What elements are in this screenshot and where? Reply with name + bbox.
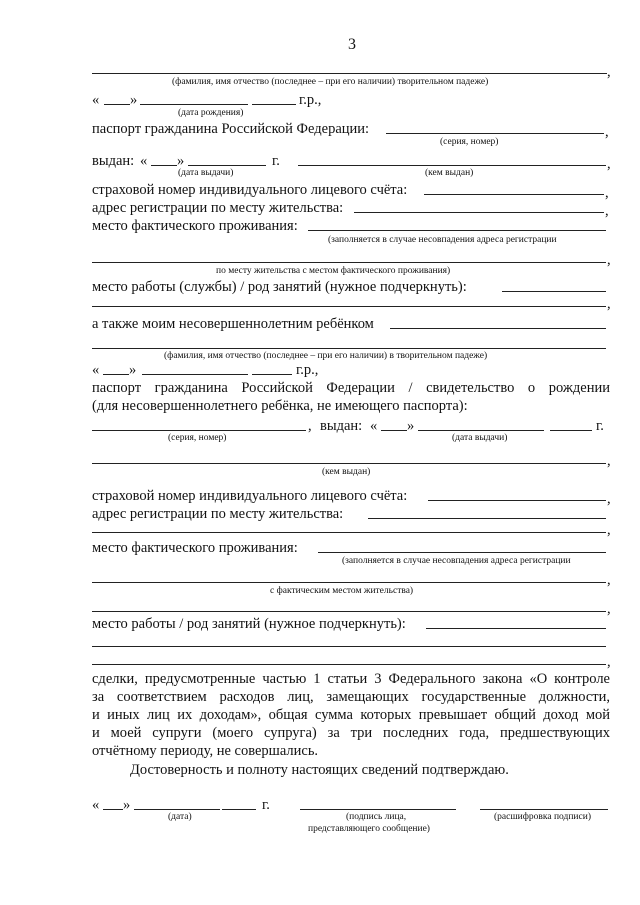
child-actual-line-3[interactable]	[92, 611, 606, 612]
work-line[interactable]	[502, 291, 606, 292]
child-birth-year-line[interactable]	[252, 374, 292, 375]
child-work-line[interactable]	[426, 628, 606, 629]
child-work-line-2[interactable]	[92, 646, 606, 647]
child-actual-hint-2: с фактическим местом жительства)	[270, 586, 414, 596]
fio-hint: (фамилия, имя отчество (последнее – при его наличии) творительном падеже)	[172, 77, 489, 87]
issued-label: выдан:	[92, 153, 135, 169]
birth-quote-open: «	[92, 92, 100, 108]
child-reg-line-2[interactable]	[92, 532, 606, 533]
birth-month-line[interactable]	[140, 104, 248, 105]
issued-by-hint: (кем выдан)	[425, 168, 474, 178]
child-passport-line1: паспорт гражданина Российской Федерации / свидетельство о рождении	[92, 380, 610, 396]
snils-line[interactable]	[424, 194, 604, 195]
child-actual-label: место фактического проживания:	[92, 540, 298, 556]
passport-label: паспорт гражданина Российской Федерации:	[92, 121, 370, 137]
sign-hint-1: (подпись лица,	[346, 812, 407, 822]
child-series-line[interactable]	[92, 430, 306, 431]
child-line[interactable]	[390, 328, 606, 329]
closing-line-5: отчётному периоду, не совершались.	[92, 743, 319, 759]
child-reg-label: адрес регистрации по месту жительства:	[92, 506, 344, 522]
actual-line[interactable]	[308, 230, 606, 231]
closing-line-3: и иных лиц их доходам», общая сумма которых превышает общий доход мой	[92, 707, 610, 723]
work-line-2[interactable]	[92, 306, 606, 307]
birth-quote-close: »	[130, 92, 138, 108]
sign-day-line[interactable]	[103, 809, 123, 810]
birth-hint: (дата рождения)	[178, 108, 244, 118]
closing-line-4: и моей супруги (моего супруга) за три последних года, предшествующих	[92, 725, 610, 741]
sign-hint-2: представляющего сообщение)	[308, 824, 430, 834]
child-label: а также моим несовершеннолетним ребёнком	[92, 316, 374, 332]
child-actual-hint-1: (заполняется в случае несовпадения адреса регистрации	[342, 556, 571, 566]
signature-line[interactable]	[300, 809, 456, 810]
page-number: 3	[348, 36, 356, 53]
birth-year-line[interactable]	[252, 104, 296, 105]
child-fio-line[interactable]	[92, 348, 606, 349]
confirm-text: Достоверность и полноту настоящих сведений подтверждаю.	[130, 762, 509, 778]
issue-day-line[interactable]	[151, 165, 177, 166]
child-issue-day-line[interactable]	[381, 430, 407, 431]
child-issued-by-hint: (кем выдан)	[322, 467, 371, 477]
child-snils-line[interactable]	[428, 500, 606, 501]
passport-line[interactable]	[386, 133, 604, 134]
child-issue-year-suffix: г.	[596, 418, 604, 434]
child-year-suffix: г.р.,	[296, 362, 319, 378]
actual-hint-2: по месту жительства с местом фактического проживания)	[216, 266, 451, 276]
passport-series-hint: (серия, номер)	[440, 137, 499, 147]
closing-line-1: сделки, предусмотренные частью 1 статьи 3 Федерального закона «О контроле	[92, 671, 610, 687]
birth-day-line[interactable]	[104, 104, 130, 105]
child-issue-year-line[interactable]	[550, 430, 592, 431]
child-work-label: место работы / род занятий (нужное подчеркнуть):	[92, 616, 406, 632]
issue-month-line[interactable]	[188, 165, 266, 166]
decode-line[interactable]	[480, 809, 608, 810]
issued-by-line[interactable]	[298, 165, 606, 166]
reg-line[interactable]	[354, 212, 604, 213]
birth-year-suffix: г.р.,	[299, 92, 322, 108]
child-issued-label: выдан:	[320, 418, 363, 434]
actual-line-2[interactable]	[92, 262, 606, 263]
child-issued-by-line[interactable]	[92, 463, 606, 464]
child-work-line-3[interactable]	[92, 664, 606, 665]
sign-date-hint: (дата)	[168, 812, 192, 822]
child-series-hint: (серия, номер)	[168, 433, 227, 443]
child-snils-label: страховой номер индивидуального лицевого счёта:	[92, 488, 408, 504]
fio-line[interactable]	[92, 73, 607, 74]
child-birth-month-line[interactable]	[142, 374, 248, 375]
child-birth-day-line[interactable]	[103, 374, 129, 375]
closing-line-2: за соответствием расходов лиц, замещающих государственные должности,	[92, 689, 610, 705]
child-fio-hint: (фамилия, имя отчество (последнее – при его наличии) в творительном падеже)	[164, 351, 488, 361]
child-reg-line[interactable]	[368, 518, 606, 519]
snils-label: страховой номер индивидуального лицевого счёта:	[92, 182, 408, 198]
child-actual-line-2[interactable]	[92, 582, 606, 583]
child-issue-month-line[interactable]	[418, 430, 544, 431]
child-issue-date-hint: (дата выдачи)	[452, 433, 508, 443]
child-actual-line[interactable]	[318, 552, 606, 553]
child-passport-line2: (для несовершеннолетнего ребёнка, не имеющего паспорта):	[92, 398, 468, 414]
sign-year-line[interactable]	[222, 809, 256, 810]
decode-hint: (расшифровка подписи)	[494, 812, 591, 822]
issue-date-hint: (дата выдачи)	[178, 168, 234, 178]
sign-year-suffix: г.	[262, 797, 270, 813]
actual-hint-1: (заполняется в случае несовпадения адреса регистрации	[328, 235, 557, 245]
reg-label: адрес регистрации по месту жительства:	[92, 200, 344, 216]
sign-month-line[interactable]	[134, 809, 220, 810]
work-label: место работы (службы) / род занятий (нужное подчеркнуть):	[92, 279, 467, 295]
actual-label: место фактического проживания:	[92, 218, 298, 234]
issue-year-suffix: г.	[272, 153, 280, 169]
